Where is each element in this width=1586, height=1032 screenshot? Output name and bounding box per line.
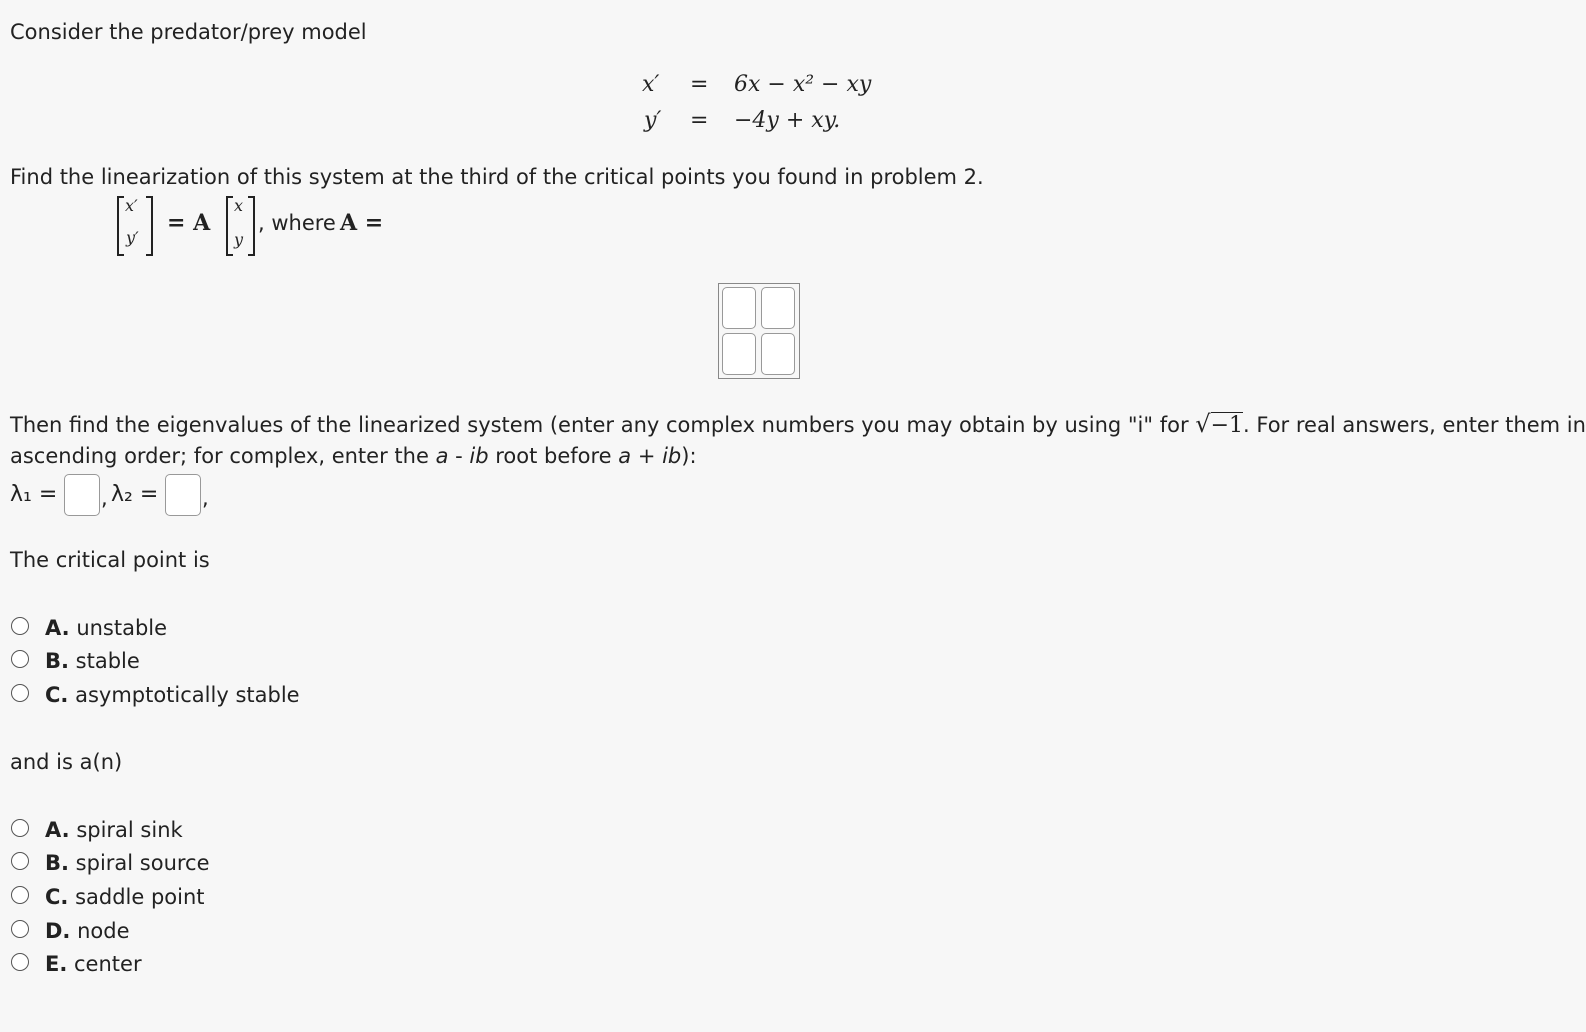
eigen-prompt-line1: Then find the eigenvalues of the linearized system (enter any complex numbers you may obtain by using "i" for √−1. For real answers, enter them in — [10, 410, 1586, 438]
right-vector-bottom: y — [234, 230, 244, 249]
type-option-a[interactable]: A. spiral sink — [45, 818, 183, 842]
matrix-a-input — [718, 283, 800, 379]
intro-text: Consider the predator/prey model — [10, 20, 367, 44]
stability-option-a[interactable]: A. unstable — [45, 616, 168, 640]
type-prompt: and is a(n) — [10, 750, 123, 774]
stability-option-b[interactable]: B. stable — [45, 649, 140, 673]
lambda1-input[interactable] — [64, 474, 100, 516]
eq1-rhs: 6x − x² − xy — [734, 72, 872, 97]
where-text: , where — [258, 211, 336, 235]
type-option-d[interactable]: D. node — [45, 919, 130, 943]
a-equals: A = — [340, 210, 384, 236]
sqrt-symbol: √ — [1195, 410, 1211, 438]
matrix-cell-11[interactable] — [722, 287, 756, 329]
type-option-c[interactable]: C. saddle point — [45, 885, 205, 909]
stability-radio-c[interactable] — [11, 684, 29, 702]
eq2-lhs: y′ — [644, 108, 662, 133]
type-radio-c[interactable] — [11, 886, 29, 904]
type-radio-e[interactable] — [11, 953, 29, 971]
matrix-cell-12[interactable] — [761, 287, 795, 329]
eq1-lhs: x′ — [642, 72, 660, 97]
left-vector-top: x′ — [125, 196, 138, 215]
type-option-b[interactable]: B. spiral source — [45, 851, 210, 875]
stability-option-c[interactable]: C. asymptotically stable — [45, 683, 300, 707]
eq1-equals: = — [690, 72, 709, 97]
left-vector-bottom: y′ — [126, 228, 139, 247]
stability-prompt: The critical point is — [10, 548, 210, 572]
lambda1-label: λ₁ = — [10, 482, 58, 507]
lambda2-label: λ₂ = — [111, 482, 159, 507]
eigen-prompt-line2: ascending order; for complex, enter the a - ib root before a + ib): — [10, 444, 697, 468]
type-radio-b[interactable] — [11, 852, 29, 870]
eq2-equals: = — [690, 108, 709, 133]
stability-radio-a[interactable] — [11, 617, 29, 635]
type-option-e[interactable]: E. center — [45, 952, 142, 976]
right-vector-bracket-close — [248, 196, 255, 256]
equals-a: = A — [167, 210, 211, 236]
right-vector-top: x — [234, 196, 244, 215]
matrix-cell-21[interactable] — [722, 333, 756, 375]
left-vector-bracket-open — [117, 196, 124, 256]
matrix-cell-22[interactable] — [761, 333, 795, 375]
lambda2-input[interactable] — [165, 474, 201, 516]
lambda-comma: , — [101, 486, 108, 510]
left-vector-bracket-close — [146, 196, 153, 256]
right-vector-bracket-open — [226, 196, 233, 256]
linearization-prompt: Find the linearization of this system at the third of the critical points you found in problem 2. — [10, 165, 984, 189]
lambda-comma-2: , — [202, 486, 209, 510]
type-radio-a[interactable] — [11, 819, 29, 837]
eq2-rhs: −4y + xy. — [734, 108, 841, 133]
sqrt-radicand: −1 — [1210, 413, 1244, 438]
stability-radio-b[interactable] — [11, 650, 29, 668]
type-radio-d[interactable] — [11, 920, 29, 938]
